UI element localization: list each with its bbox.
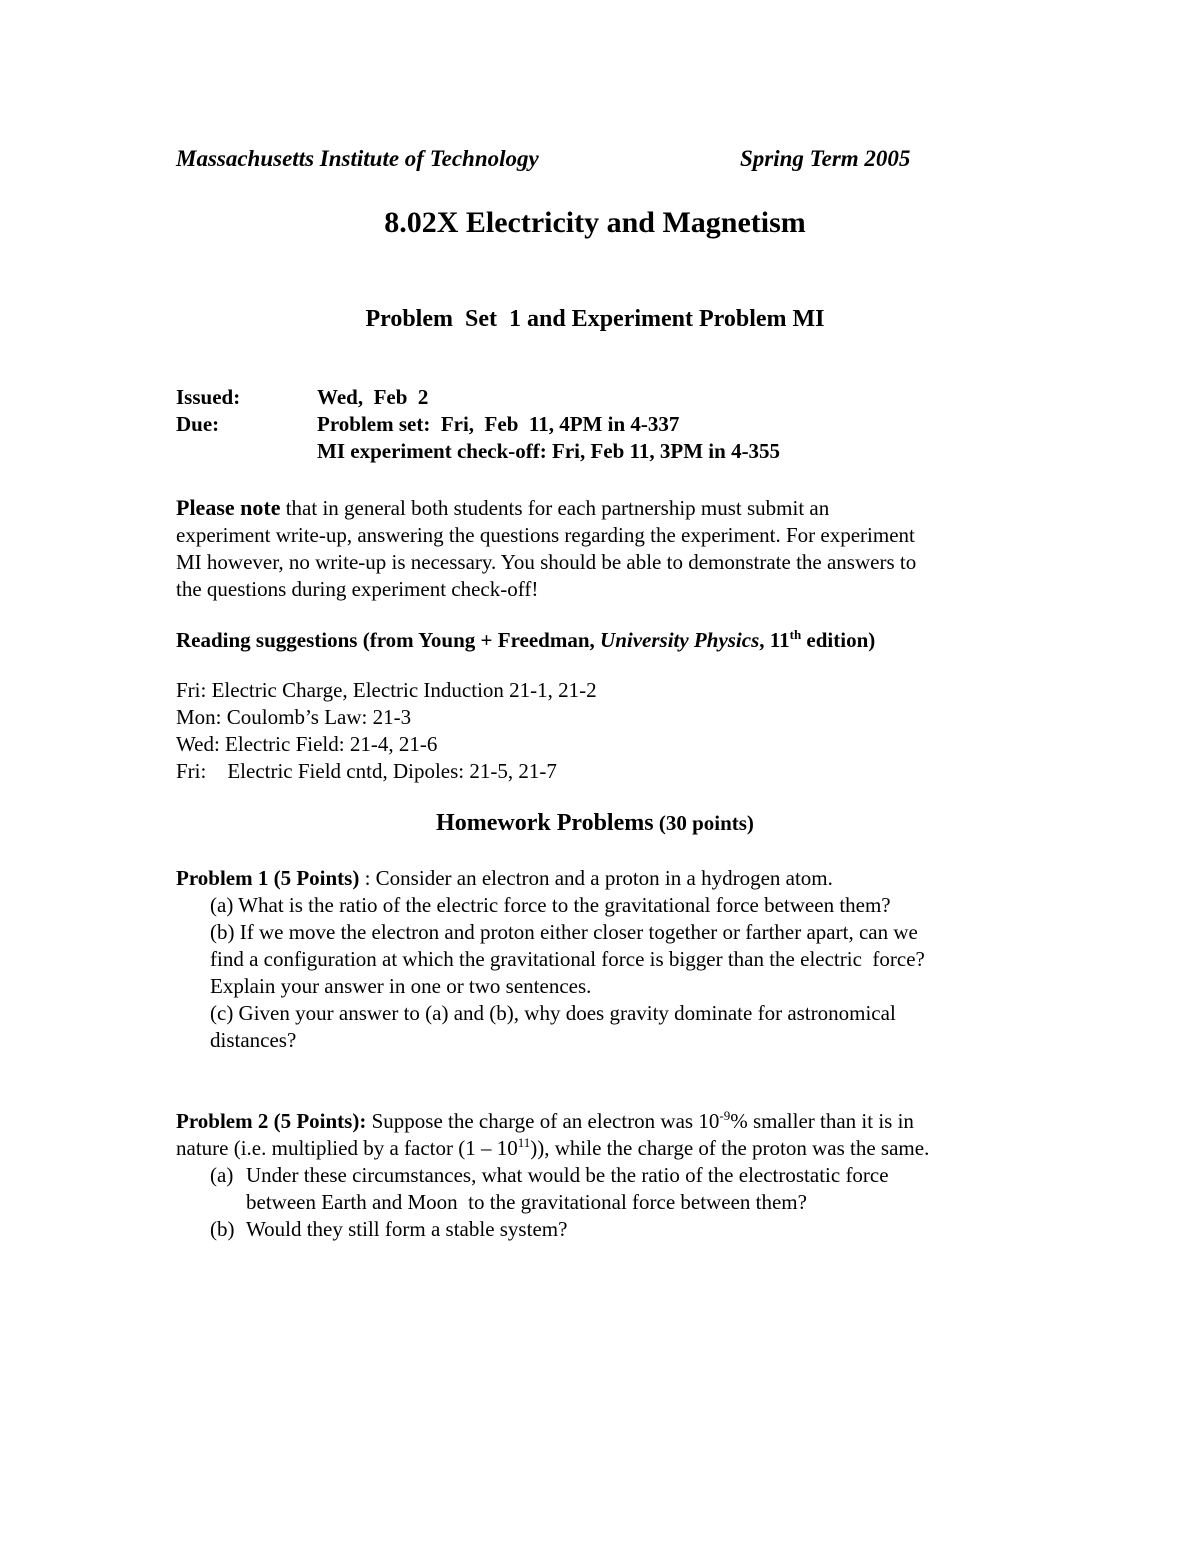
due-label: Due: [176,412,220,436]
reading-topic: Electric Field cntd, Dipoles: 21-5, 21-7 [206,759,557,783]
reading-topic: Coulomb’s Law: 21-3 [221,705,412,729]
problem-1-label: Problem 1 (5 Points) [176,866,360,890]
reading-topic: Electric Charge, Electric Induction 21-1, 21-2 [206,678,597,702]
reading-day: Wed: [176,732,220,756]
problem-2-line-2-pre: nature (i.e. multiplied by a factor (1 – 10 [176,1136,518,1160]
problem-2-exponent-2: 11 [517,1135,531,1150]
problem-2-part-a-line-2: between Earth and Moon to the gravitational force between them? [246,1190,807,1214]
homework-points: (30 points) [653,811,754,835]
homework-heading [0,810,1190,837]
note-line-2: experiment write-up, answering the questions regarding the experiment. For experiment [176,523,915,547]
problem-1-intro-text: : Consider an electron and a proton in a hydrogen atom. [359,866,833,890]
problem-1-part-b-line-1: (b) If we move the electron and proton either closer together or farther apart, can we [210,920,918,944]
reading-topic: Electric Field: 21-4, 21-6 [219,732,438,756]
reading-heading-post: edition) [801,628,876,652]
reading-heading-pre: Reading suggestions (from Young + Freedman, [176,628,601,652]
problem-2-part-a-line-1: Under these circumstances, what would be the ratio of the electrostatic force [246,1163,889,1187]
note-line-1-text: that in general both students for each partnership must submit an [280,496,830,520]
note-lead: Please note [176,495,281,520]
problem-1-part-b-line-3: Explain your answer in one or two sentences. [210,974,592,998]
course-title: 8.02X Electricity and Magnetism [384,206,806,239]
note-line-1 [176,494,829,522]
problem-1-part-c-line-1: (c) Given your answer to (a) and (b), why does gravity dominate for astronomical [210,1001,896,1025]
problem-2-line-1 [176,1107,914,1135]
institution-name: Massachusetts Institute of Technology [176,146,539,171]
problem-1-part-b-line-2: find a configuration at which the gravitational force is bigger than the electric force? [210,947,925,971]
problem-2-part-a-marker: (a) [210,1163,234,1187]
reading-day: Mon: [176,705,222,729]
note-line-3: MI however, no write-up is necessary. You should be able to demonstrate the answers to [176,550,917,574]
problem-1-intro [176,864,833,892]
reading-heading-mid: , 11 [759,628,790,652]
problem-2-part-b-marker: (b) [210,1217,235,1241]
problem-2-line-1-post: % smaller than it is in [730,1109,914,1133]
reading-heading-sup: th [789,627,802,642]
reading-item [176,676,597,704]
problem-2-line-2 [176,1134,929,1162]
issued-value: Wed, Feb 2 [317,385,429,409]
due-experiment-checkoff: MI experiment check-off: Fri, Feb 11, 3PM in 4-355 [317,439,781,463]
due-problem-set: Problem set: Fri, Feb 11, 4PM in 4-337 [317,412,680,436]
assignment-title-text: Problem Set 1 and Experiment Problem MI [365,306,825,332]
assignment-title [0,306,1190,333]
problem-2-line-2-post: )), while the charge of the proton was the same. [530,1136,930,1160]
note-line-4: the questions during experiment check-off! [176,577,539,601]
reading-book-title: University Physics [600,628,760,652]
issued-label: Issued: [176,385,241,409]
term-label: Spring Term 2005 [740,146,911,171]
reading-item [176,757,557,785]
reading-heading [176,628,875,653]
problem-2-line-1-pre: Suppose the charge of an electron was 10 [366,1109,720,1133]
problem-2-label: Problem 2 (5 Points): [176,1109,367,1133]
reading-item [176,730,437,758]
problem-1-part-a: (a) What is the ratio of the electric force to the gravitational force between them? [210,893,891,917]
problem-2-part-b-line-1: Would they still form a stable system? [246,1217,568,1241]
reading-item [176,703,411,731]
problem-1-part-c-line-2: distances? [210,1028,297,1052]
reading-day: Fri: [176,678,207,702]
problem-2-exponent-1: -9 [719,1108,731,1123]
homework-heading-text: Homework Problems [436,810,654,836]
reading-day: Fri: [176,759,207,783]
